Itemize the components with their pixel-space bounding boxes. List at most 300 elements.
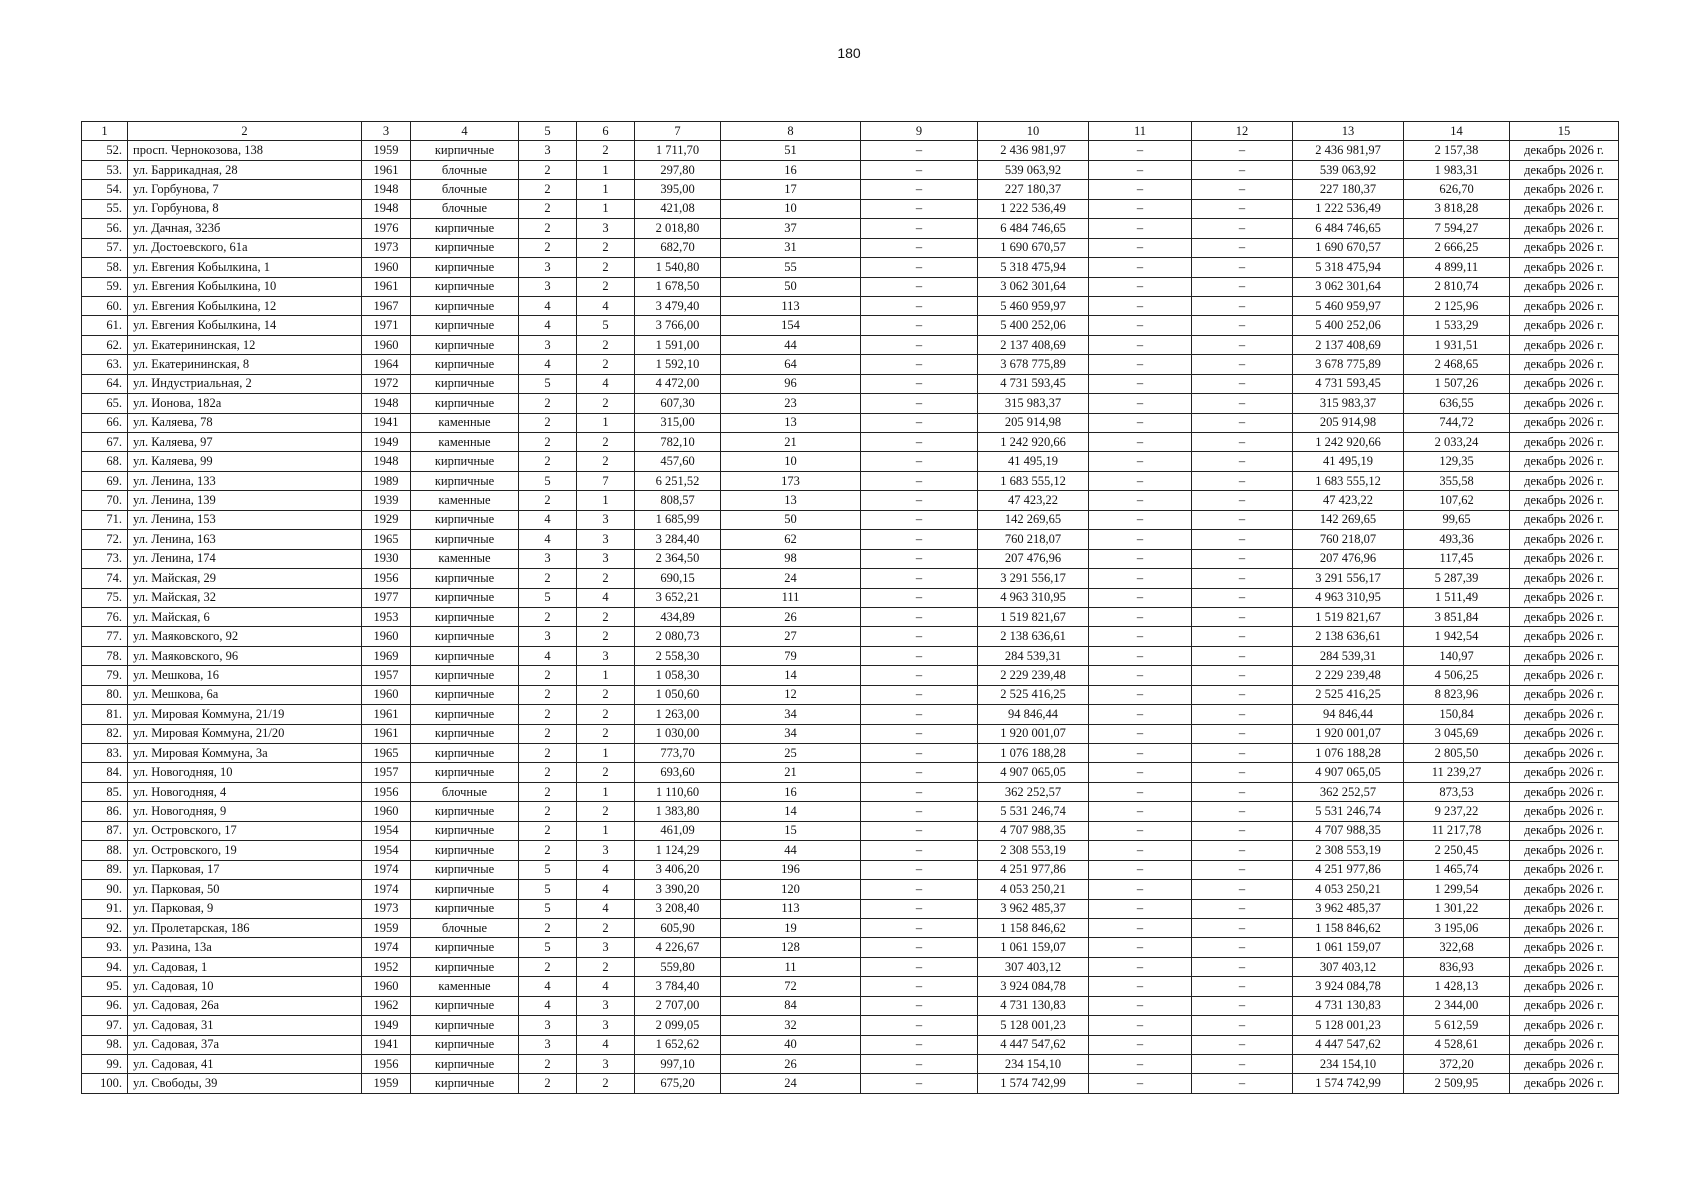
cell-entrances: 1: [577, 413, 635, 432]
cell-col-12: –: [1192, 938, 1293, 957]
cell-col-13: 315 983,37: [1293, 394, 1404, 413]
cell-wall-material: кирпичные: [411, 802, 519, 821]
table-row: [82, 433, 1619, 452]
cell-col-10: 41 495,19: [978, 452, 1089, 471]
cell-row-number: 63.: [82, 355, 128, 374]
cell-build-year: 1965: [362, 530, 411, 549]
cell-col-10: 4 731 593,45: [978, 374, 1089, 393]
table-row: [82, 802, 1619, 821]
cell-area: 693,60: [635, 763, 721, 782]
cell-col-10: 1 519 821,67: [978, 607, 1089, 626]
column-header: 2: [128, 122, 362, 141]
cell-col-9: –: [861, 627, 978, 646]
cell-area: 2 364,50: [635, 549, 721, 568]
cell-row-number: 100.: [82, 1074, 128, 1093]
cell-floors: 3: [519, 335, 577, 354]
cell-build-year: 1956: [362, 1055, 411, 1074]
cell-wall-material: кирпичные: [411, 258, 519, 277]
table-row: [82, 471, 1619, 490]
cell-address: ул. Горбунова, 7: [128, 180, 362, 199]
cell-residents: 23: [721, 394, 861, 413]
cell-col-9: –: [861, 821, 978, 840]
cell-wall-material: кирпичные: [411, 763, 519, 782]
table-row: [82, 569, 1619, 588]
cell-col-12: –: [1192, 452, 1293, 471]
cell-row-number: 67.: [82, 433, 128, 452]
cell-col-9: –: [861, 180, 978, 199]
cell-entrances: 2: [577, 394, 635, 413]
cell-residents: 13: [721, 491, 861, 510]
cell-address: ул. Екатерининская, 12: [128, 335, 362, 354]
cell-row-number: 80.: [82, 685, 128, 704]
cell-col-13: 47 423,22: [1293, 491, 1404, 510]
cell-residents: 19: [721, 918, 861, 937]
cell-col-13: 4 251 977,86: [1293, 860, 1404, 879]
cell-address: ул. Каляева, 97: [128, 433, 362, 452]
cell-area: 1 592,10: [635, 355, 721, 374]
cell-col-9: –: [861, 510, 978, 529]
cell-deadline: декабрь 2026 г.: [1510, 160, 1619, 179]
cell-residents: 34: [721, 705, 861, 724]
cell-col-12: –: [1192, 296, 1293, 315]
cell-deadline: декабрь 2026 г.: [1510, 199, 1619, 218]
cell-col-14: 1 983,31: [1404, 160, 1510, 179]
cell-build-year: 1953: [362, 607, 411, 626]
cell-area: 3 766,00: [635, 316, 721, 335]
cell-col-14: 99,65: [1404, 510, 1510, 529]
cell-col-9: –: [861, 355, 978, 374]
cell-col-9: –: [861, 763, 978, 782]
cell-build-year: 1961: [362, 160, 411, 179]
cell-floors: 3: [519, 1016, 577, 1035]
table-row: [82, 1016, 1619, 1035]
cell-col-13: 205 914,98: [1293, 413, 1404, 432]
cell-col-14: 3 851,84: [1404, 607, 1510, 626]
cell-floors: 2: [519, 433, 577, 452]
cell-row-number: 65.: [82, 394, 128, 413]
cell-residents: 24: [721, 569, 861, 588]
cell-floors: 3: [519, 1035, 577, 1054]
cell-build-year: 1974: [362, 938, 411, 957]
cell-col-9: –: [861, 199, 978, 218]
cell-entrances: 2: [577, 355, 635, 374]
cell-residents: 21: [721, 433, 861, 452]
page-number: 180: [837, 45, 861, 61]
table-row: [82, 374, 1619, 393]
cell-residents: 44: [721, 841, 861, 860]
cell-col-9: –: [861, 394, 978, 413]
cell-residents: 14: [721, 666, 861, 685]
cell-row-number: 97.: [82, 1016, 128, 1035]
cell-area: 457,60: [635, 452, 721, 471]
cell-col-13: 1 061 159,07: [1293, 938, 1404, 957]
cell-wall-material: каменные: [411, 549, 519, 568]
cell-wall-material: кирпичные: [411, 1035, 519, 1054]
cell-wall-material: кирпичные: [411, 646, 519, 665]
cell-residents: 16: [721, 160, 861, 179]
cell-col-13: 3 962 485,37: [1293, 899, 1404, 918]
cell-residents: 196: [721, 860, 861, 879]
cell-col-9: –: [861, 1016, 978, 1035]
cell-col-11: –: [1089, 355, 1192, 374]
cell-entrances: 3: [577, 530, 635, 549]
cell-deadline: декабрь 2026 г.: [1510, 1016, 1619, 1035]
cell-col-9: –: [861, 996, 978, 1015]
cell-col-11: –: [1089, 744, 1192, 763]
cell-entrances: 2: [577, 918, 635, 937]
cell-area: 3 284,40: [635, 530, 721, 549]
cell-residents: 44: [721, 335, 861, 354]
cell-entrances: 2: [577, 1074, 635, 1093]
table-row: [82, 880, 1619, 899]
cell-col-13: 1 683 555,12: [1293, 471, 1404, 490]
cell-build-year: 1967: [362, 296, 411, 315]
table-row: [82, 355, 1619, 374]
cell-deadline: декабрь 2026 г.: [1510, 510, 1619, 529]
cell-residents: 51: [721, 141, 861, 160]
cell-col-11: –: [1089, 899, 1192, 918]
cell-floors: 2: [519, 763, 577, 782]
cell-entrances: 2: [577, 957, 635, 976]
cell-area: 997,10: [635, 1055, 721, 1074]
cell-col-10: 94 846,44: [978, 705, 1089, 724]
cell-build-year: 1948: [362, 180, 411, 199]
cell-floors: 2: [519, 918, 577, 937]
cell-row-number: 54.: [82, 180, 128, 199]
cell-col-9: –: [861, 685, 978, 704]
cell-floors: 2: [519, 1055, 577, 1074]
cell-residents: 37: [721, 219, 861, 238]
cell-col-14: 117,45: [1404, 549, 1510, 568]
cell-col-14: 2 125,96: [1404, 296, 1510, 315]
cell-row-number: 93.: [82, 938, 128, 957]
cell-residents: 14: [721, 802, 861, 821]
cell-col-14: 7 594,27: [1404, 219, 1510, 238]
cell-entrances: 3: [577, 219, 635, 238]
cell-row-number: 99.: [82, 1055, 128, 1074]
cell-address: ул. Маяковского, 92: [128, 627, 362, 646]
cell-col-13: 207 476,96: [1293, 549, 1404, 568]
cell-col-12: –: [1192, 685, 1293, 704]
cell-col-13: 41 495,19: [1293, 452, 1404, 471]
cell-col-10: 2 229 239,48: [978, 666, 1089, 685]
cell-col-13: 1 158 846,62: [1293, 918, 1404, 937]
cell-row-number: 78.: [82, 646, 128, 665]
cell-wall-material: блочные: [411, 199, 519, 218]
cell-address: ул. Свободы, 39: [128, 1074, 362, 1093]
cell-col-12: –: [1192, 841, 1293, 860]
cell-residents: 17: [721, 180, 861, 199]
cell-row-number: 61.: [82, 316, 128, 335]
table-row: [82, 258, 1619, 277]
cell-floors: 2: [519, 705, 577, 724]
cell-wall-material: кирпичные: [411, 141, 519, 160]
cell-col-10: 1 920 001,07: [978, 724, 1089, 743]
cell-col-12: –: [1192, 705, 1293, 724]
cell-col-12: –: [1192, 199, 1293, 218]
cell-col-12: –: [1192, 141, 1293, 160]
cell-col-13: 2 525 416,25: [1293, 685, 1404, 704]
table-row: [82, 160, 1619, 179]
cell-floors: 2: [519, 666, 577, 685]
cell-col-11: –: [1089, 296, 1192, 315]
cell-col-14: 1 428,13: [1404, 977, 1510, 996]
cell-wall-material: кирпичные: [411, 1016, 519, 1035]
cell-floors: 4: [519, 996, 577, 1015]
cell-residents: 21: [721, 763, 861, 782]
cell-deadline: декабрь 2026 г.: [1510, 646, 1619, 665]
cell-deadline: декабрь 2026 г.: [1510, 782, 1619, 801]
cell-col-9: –: [861, 802, 978, 821]
table-row: [82, 860, 1619, 879]
cell-deadline: декабрь 2026 г.: [1510, 1035, 1619, 1054]
cell-area: 1 058,30: [635, 666, 721, 685]
table-row: [82, 666, 1619, 685]
cell-col-13: 4 731 593,45: [1293, 374, 1404, 393]
cell-entrances: 2: [577, 705, 635, 724]
cell-wall-material: кирпичные: [411, 957, 519, 976]
cell-floors: 2: [519, 238, 577, 257]
cell-deadline: декабрь 2026 г.: [1510, 530, 1619, 549]
cell-col-13: 4 447 547,62: [1293, 1035, 1404, 1054]
column-header: 9: [861, 122, 978, 141]
cell-col-11: –: [1089, 724, 1192, 743]
header-row: [82, 122, 1619, 141]
cell-col-10: 4 731 130,83: [978, 996, 1089, 1015]
cell-floors: 2: [519, 160, 577, 179]
cell-address: ул. Майская, 29: [128, 569, 362, 588]
cell-area: 1 124,29: [635, 841, 721, 860]
cell-col-11: –: [1089, 957, 1192, 976]
cell-entrances: 3: [577, 1055, 635, 1074]
cell-col-10: 1 690 670,57: [978, 238, 1089, 257]
cell-area: 782,10: [635, 433, 721, 452]
cell-col-14: 1 299,54: [1404, 880, 1510, 899]
cell-col-14: 150,84: [1404, 705, 1510, 724]
table-row: [82, 219, 1619, 238]
cell-col-10: 362 252,57: [978, 782, 1089, 801]
cell-residents: 64: [721, 355, 861, 374]
cell-floors: 3: [519, 141, 577, 160]
cell-row-number: 76.: [82, 607, 128, 626]
cell-row-number: 62.: [82, 335, 128, 354]
cell-deadline: декабрь 2026 г.: [1510, 1074, 1619, 1093]
cell-col-12: –: [1192, 374, 1293, 393]
cell-build-year: 1959: [362, 1074, 411, 1093]
cell-build-year: 1961: [362, 277, 411, 296]
cell-col-12: –: [1192, 646, 1293, 665]
cell-entrances: 2: [577, 685, 635, 704]
cell-row-number: 72.: [82, 530, 128, 549]
cell-entrances: 2: [577, 763, 635, 782]
table-row: [82, 1074, 1619, 1093]
cell-wall-material: кирпичные: [411, 569, 519, 588]
cell-residents: 72: [721, 977, 861, 996]
cell-col-10: 205 914,98: [978, 413, 1089, 432]
cell-floors: 4: [519, 296, 577, 315]
cell-area: 1 540,80: [635, 258, 721, 277]
cell-entrances: 3: [577, 1016, 635, 1035]
cell-address: ул. Баррикадная, 28: [128, 160, 362, 179]
cell-floors: 2: [519, 413, 577, 432]
cell-col-12: –: [1192, 413, 1293, 432]
cell-row-number: 60.: [82, 296, 128, 315]
cell-col-12: –: [1192, 744, 1293, 763]
cell-address: ул. Садовая, 1: [128, 957, 362, 976]
cell-col-11: –: [1089, 413, 1192, 432]
cell-wall-material: кирпичные: [411, 452, 519, 471]
cell-col-11: –: [1089, 1055, 1192, 1074]
cell-deadline: декабрь 2026 г.: [1510, 724, 1619, 743]
cell-col-9: –: [861, 1035, 978, 1054]
cell-area: 559,80: [635, 957, 721, 976]
cell-col-14: 140,97: [1404, 646, 1510, 665]
cell-col-14: 8 823,96: [1404, 685, 1510, 704]
cell-entrances: 4: [577, 860, 635, 879]
cell-col-10: 4 907 065,05: [978, 763, 1089, 782]
cell-col-14: 2 157,38: [1404, 141, 1510, 160]
cell-area: 4 226,67: [635, 938, 721, 957]
cell-col-14: 3 818,28: [1404, 199, 1510, 218]
cell-col-12: –: [1192, 471, 1293, 490]
cell-col-13: 5 400 252,06: [1293, 316, 1404, 335]
cell-entrances: 2: [577, 724, 635, 743]
cell-floors: 2: [519, 607, 577, 626]
cell-wall-material: кирпичные: [411, 627, 519, 646]
cell-col-11: –: [1089, 316, 1192, 335]
cell-col-12: –: [1192, 1016, 1293, 1035]
cell-address: ул. Разина, 13а: [128, 938, 362, 957]
cell-col-11: –: [1089, 258, 1192, 277]
cell-row-number: 56.: [82, 219, 128, 238]
cell-residents: 84: [721, 996, 861, 1015]
cell-col-11: –: [1089, 705, 1192, 724]
cell-col-9: –: [861, 1074, 978, 1093]
cell-entrances: 2: [577, 258, 635, 277]
cell-col-11: –: [1089, 666, 1192, 685]
cell-floors: 5: [519, 588, 577, 607]
cell-col-13: 4 963 310,95: [1293, 588, 1404, 607]
cell-build-year: 1960: [362, 977, 411, 996]
cell-build-year: 1949: [362, 433, 411, 452]
cell-row-number: 58.: [82, 258, 128, 277]
cell-col-9: –: [861, 957, 978, 976]
cell-col-9: –: [861, 238, 978, 257]
cell-build-year: 1941: [362, 1035, 411, 1054]
cell-address: ул. Островского, 17: [128, 821, 362, 840]
cell-col-12: –: [1192, 607, 1293, 626]
cell-col-12: –: [1192, 258, 1293, 277]
cell-build-year: 1974: [362, 880, 411, 899]
cell-entrances: 2: [577, 627, 635, 646]
cell-col-10: 284 539,31: [978, 646, 1089, 665]
cell-address: ул. Парковая, 9: [128, 899, 362, 918]
cell-col-14: 1 301,22: [1404, 899, 1510, 918]
cell-col-13: 3 924 084,78: [1293, 977, 1404, 996]
cell-wall-material: кирпичные: [411, 238, 519, 257]
cell-col-12: –: [1192, 335, 1293, 354]
cell-floors: 5: [519, 880, 577, 899]
table-row: [82, 316, 1619, 335]
cell-col-12: –: [1192, 996, 1293, 1015]
cell-area: 1 652,62: [635, 1035, 721, 1054]
cell-floors: 3: [519, 627, 577, 646]
cell-residents: 173: [721, 471, 861, 490]
cell-col-14: 372,20: [1404, 1055, 1510, 1074]
cell-col-12: –: [1192, 219, 1293, 238]
cell-col-13: 3 291 556,17: [1293, 569, 1404, 588]
cell-residents: 120: [721, 880, 861, 899]
cell-row-number: 59.: [82, 277, 128, 296]
cell-address: ул. Евгения Кобылкина, 10: [128, 277, 362, 296]
cell-deadline: декабрь 2026 г.: [1510, 180, 1619, 199]
cell-address: ул. Ленина, 174: [128, 549, 362, 568]
cell-col-12: –: [1192, 977, 1293, 996]
cell-col-9: –: [861, 607, 978, 626]
cell-col-12: –: [1192, 627, 1293, 646]
cell-col-12: –: [1192, 1055, 1293, 1074]
cell-col-13: 1 690 670,57: [1293, 238, 1404, 257]
cell-entrances: 4: [577, 588, 635, 607]
cell-wall-material: кирпичные: [411, 1055, 519, 1074]
table-body: [82, 141, 1619, 1093]
cell-floors: 2: [519, 685, 577, 704]
cell-wall-material: кирпичные: [411, 1074, 519, 1093]
table-row: [82, 821, 1619, 840]
cell-col-13: 5 531 246,74: [1293, 802, 1404, 821]
cell-wall-material: кирпичные: [411, 355, 519, 374]
cell-floors: 2: [519, 802, 577, 821]
cell-wall-material: каменные: [411, 977, 519, 996]
cell-col-14: 2 250,45: [1404, 841, 1510, 860]
cell-address: ул. Садовая, 37а: [128, 1035, 362, 1054]
cell-build-year: 1973: [362, 238, 411, 257]
cell-row-number: 86.: [82, 802, 128, 821]
cell-col-14: 493,36: [1404, 530, 1510, 549]
cell-area: 1 050,60: [635, 685, 721, 704]
cell-area: 682,70: [635, 238, 721, 257]
cell-col-10: 227 180,37: [978, 180, 1089, 199]
cell-entrances: 2: [577, 335, 635, 354]
cell-entrances: 3: [577, 549, 635, 568]
table-row: [82, 957, 1619, 976]
cell-col-13: 1 076 188,28: [1293, 744, 1404, 763]
cell-area: 690,15: [635, 569, 721, 588]
cell-col-9: –: [861, 452, 978, 471]
cell-wall-material: кирпичные: [411, 471, 519, 490]
cell-area: 607,30: [635, 394, 721, 413]
cell-col-11: –: [1089, 841, 1192, 860]
cell-col-10: 4 251 977,86: [978, 860, 1089, 879]
cell-residents: 113: [721, 899, 861, 918]
cell-address: ул. Евгения Кобылкина, 1: [128, 258, 362, 277]
cell-col-13: 362 252,57: [1293, 782, 1404, 801]
cell-entrances: 3: [577, 646, 635, 665]
column-header: 3: [362, 122, 411, 141]
cell-col-14: 2 468,65: [1404, 355, 1510, 374]
table-row: [82, 918, 1619, 937]
cell-col-10: 2 308 553,19: [978, 841, 1089, 860]
cell-col-10: 5 318 475,94: [978, 258, 1089, 277]
cell-col-12: –: [1192, 763, 1293, 782]
cell-wall-material: кирпичные: [411, 277, 519, 296]
cell-col-13: 227 180,37: [1293, 180, 1404, 199]
column-header: 13: [1293, 122, 1404, 141]
cell-col-9: –: [861, 530, 978, 549]
cell-wall-material: кирпичные: [411, 705, 519, 724]
cell-floors: 4: [519, 316, 577, 335]
table-row: [82, 452, 1619, 471]
